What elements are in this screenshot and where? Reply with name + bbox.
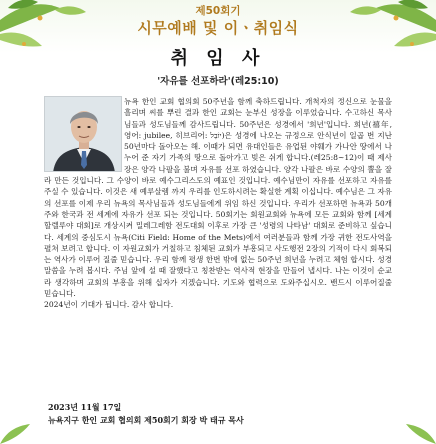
document-date: 2023년 11월 17일	[48, 402, 122, 412]
session-label: 제50회기	[195, 5, 241, 17]
document-title: 취 임 사	[170, 48, 266, 69]
leaf-decoration-bottom-left	[0, 414, 40, 444]
document-subtitle: '자유를 선포하라'(레25:10)	[157, 76, 279, 87]
photo-spacer	[44, 96, 124, 175]
speech-closing: 2024년이 기대가 됩니다. 감사 합니다.	[44, 300, 174, 310]
speech-body	[44, 96, 392, 396]
document-signature: 뉴욕지구 한인 교회 협의회 제50회기 회장 박 태규 목사	[48, 415, 244, 425]
event-title: 시무예배 및 이ㆍ취임식	[137, 19, 299, 37]
speech-paragraph: 뉴욕 한인 교회 협의회 50주년을 함께 축하드립니다. 개척자의 정신으로 눈물을 흘리며 씨를 뿌린 결과 한인 교회는 눈부신 성장을 이루었습니다. 수고하신 목사님들과 성도님들께 감사드립니다. 50주년은 성경에서 '희년'입니다. 희년(禧年, 영어: jubilee, 히브리어: יוֹבֵל)은 성경에 나오는 규정으로 안식년이 일곱 번 지난 50년마다 돌아오는 해. 이때가 되면 유대인들은 유업된 야훼가 가나안 땅에서 나누어 준 자기 가족의 땅으로 돌아가고 빚은 쉬게 합니다.(레25:8~12)이 때 제사장은 양각 나팔을 불며 자유를 선포 하였습니다. 양각 나팔은 바로 수양의 뿔을 잘라 만든 것입니다. 그 수양이 바로 예수그리스도의 예표인 것입니다. 예수님만이 자유를 선포하고 자유를 주실 수 있습니다. 이것은 새 예루살렘 까지 우리를 인도하시려는 확실한 계획 이십니다. 예수님은 그 자유의 선포를 이제 우리 뉴욕의 목사님들과 성도님들에게 위임 하신 것입니다. 우리가 선포하면 뉴욕과 50개주와 한국과 전 세계에 자유가 선포 되는 것입니다. 50회기는 회원교회와 뉴욕에 모든 교회와 함께 [세계 할렐루야 대회]로 개상시켜 밀레그레함 전도대회 이후로 가장 큰 '성령의 나타남' 대회로 준비하고 싶습니다. 세계의 중심도시 뉴욕(Citi Field: Home of the Mets)에서 여러분들과 함께 가장 귀한 전도사역을 펼쳐 보려고 합니다. 이 자원교회가 거칠하고 침체된 교회가 부흥되고 사도행전 2장의 기적이 다시 회복되는 역사가 이루어 질줄 믿습니다. 우리 함께 평생 한번 밖에 없는 50주년 희년을 누려고 체험 합시다. 성경말씀을 누려 봅시다. 주님 앞에 설 때 잘했다고 칭찬받는 역사적 현장을 만들어 냅시다. 나는 이것이 순교라 생각하며 교회의 부흥을 위해 십자가 지겠습니다. 기도와 협력으로 도와주십시오. 밴드시 이루어질줄 믿습니다.	[44, 97, 392, 299]
leaf-decoration-bottom-right	[396, 414, 436, 444]
